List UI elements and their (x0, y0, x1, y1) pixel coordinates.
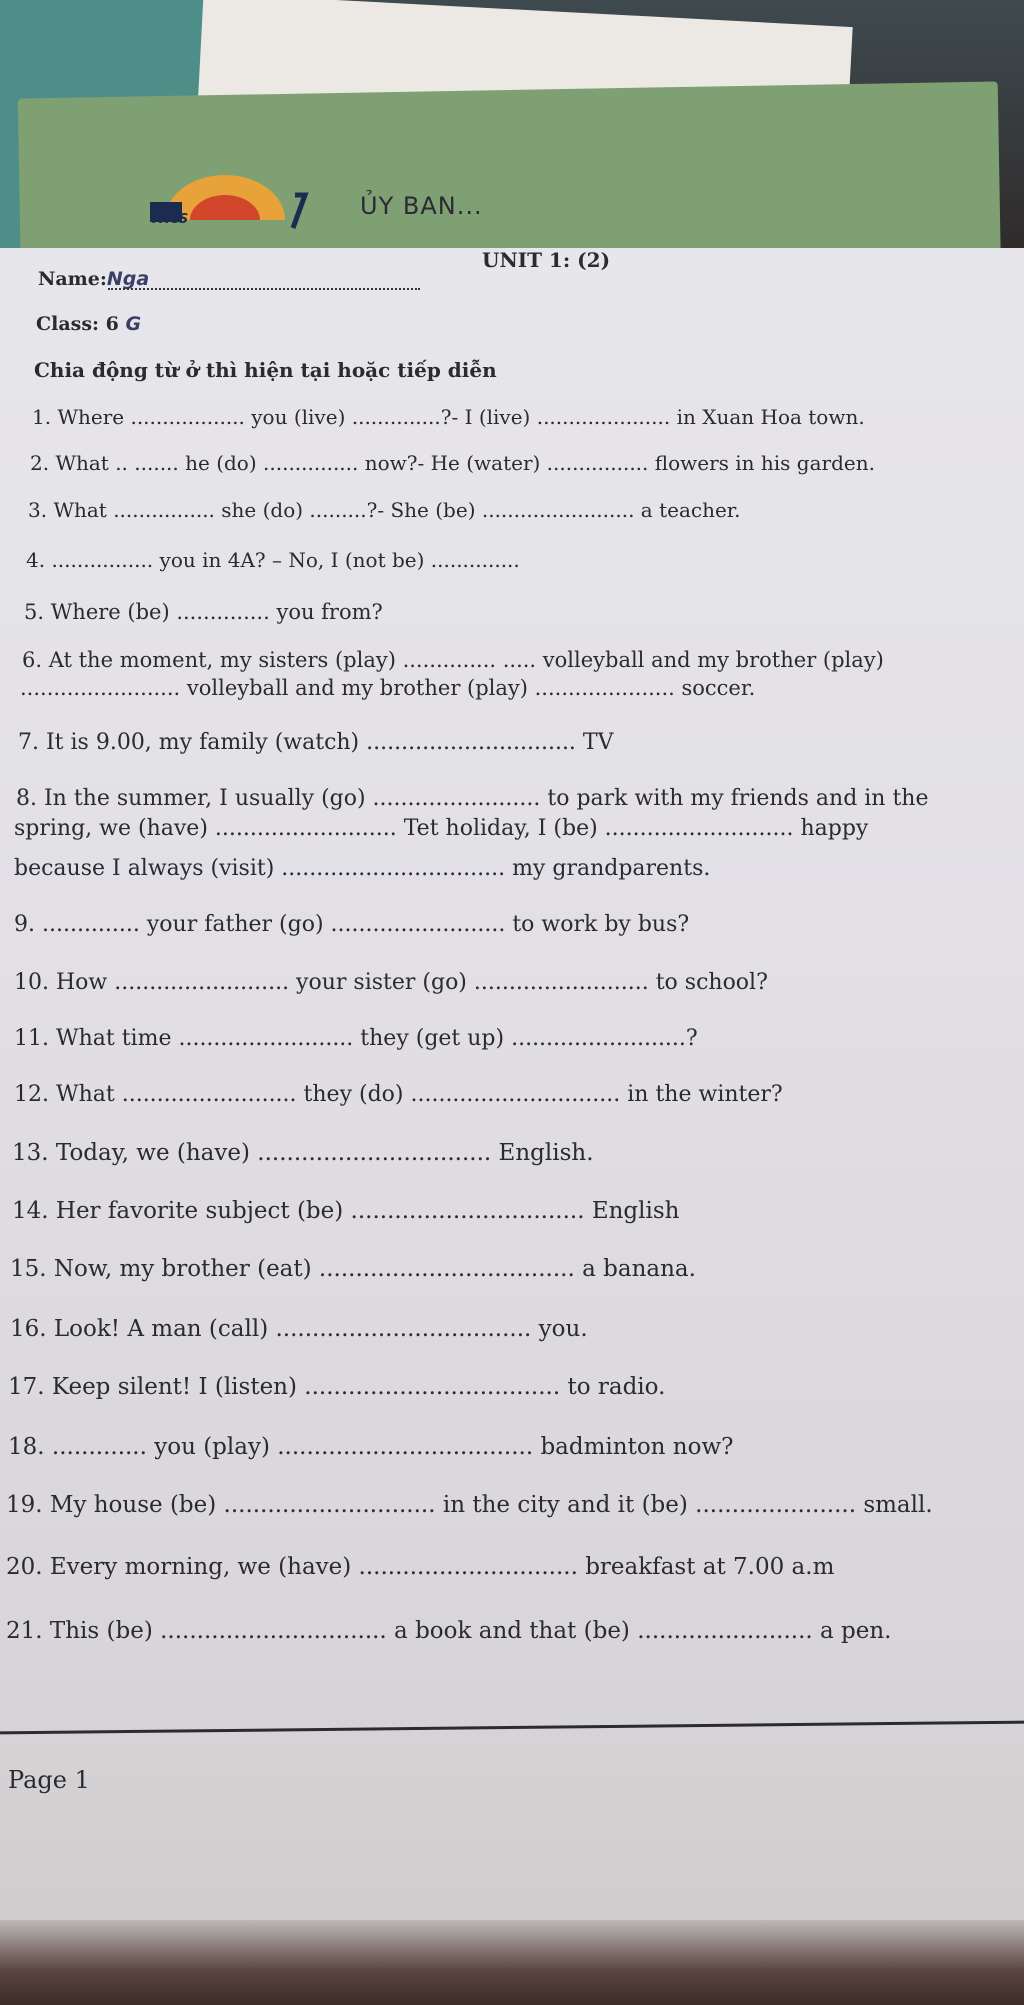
exercise-line-6-cont: ........................ volleyball and my brother (play) ..................... soccer. (20, 676, 756, 700)
instruction: Chia động từ ở thì hiện tại hoặc tiếp diễn (34, 358, 497, 382)
exercise-line-16: 16. Look! A man (call) ................................... you. (10, 1316, 588, 1342)
footer-divider (0, 1721, 1024, 1735)
exercise-line-8: 8. In the summer, I usually (go) ........................ to park with my friends and in the (16, 786, 929, 811)
exercise-line-19: 19. My house (be) ............................. in the city and it (be) ...................... small. (6, 1492, 933, 1518)
exercise-line-8-end: because I always (visit) ................................ my grandparents. (14, 856, 711, 881)
exercise-line-6: 6. At the moment, my sisters (play) .............. ..... volleyball and my brother (play) (22, 648, 884, 672)
exercise-line-14: 14. Her favorite subject (be) ................................ English (12, 1198, 680, 1224)
exercise-line-18: 18. ............. you (play) ................................... badminton now? (8, 1434, 734, 1460)
exercise-line-2: 2. What .. ....... he (do) ............... now?- He (water) ................ flowers in his garden. (30, 451, 875, 475)
exercise-line-8-cont: spring, we (have) .......................... Tet holiday, I (be) ........................... happy (14, 816, 869, 841)
unit-title: UNIT 1: (2) (482, 248, 611, 272)
name-handwritten: Nga (106, 268, 150, 290)
exercise-line-15: 15. Now, my brother (eat) ................................... a banana. (10, 1256, 696, 1282)
exercise-line-13: 13. Today, we (have) ................................ English. (12, 1140, 594, 1166)
exercise-line-3: 3. What ................ she (do) .........?- She (be) ........................ a teacher. (28, 498, 741, 522)
page-number: Page 1 (8, 1766, 90, 1794)
exercise-line-7: 7. It is 9.00, my family (watch) .............................. TV (18, 730, 614, 755)
exercise-line-12: 12. What ......................... they (do) .............................. in the winter? (14, 1082, 783, 1107)
exercise-line-17: 17. Keep silent! I (listen) ................................... to radio. (8, 1374, 666, 1400)
exercise-line-1: 1. Where .................. you (live) ..............?- I (live) ..................... in Xuan Hoa town. (32, 405, 865, 429)
exercise-line-20: 20. Every morning, we (have) .............................. breakfast at 7.00 a.m (6, 1554, 835, 1580)
worksheet-page (0, 248, 1024, 1968)
exercise-line-10: 10. How ......................... your sister (go) ......................... to school? (14, 970, 768, 995)
background-bottom (0, 1920, 1024, 2005)
header-title: ỦY BAN... (360, 192, 483, 220)
name-dotted-line (108, 288, 420, 290)
exercise-line-21: 21. This (be) ............................... a book and that (be) ........................ a pen. (6, 1618, 892, 1644)
exercise-line-4: 4. ................ you in 4A? – No, I (not be) .............. (26, 548, 520, 572)
exercise-line-11: 11. What time ......................... they (get up) .........................? (14, 1026, 698, 1051)
class-label: Class: 6 (36, 313, 119, 335)
class-handwritten: G (125, 313, 142, 335)
exercise-line-5: 5. Where (be) .............. you from? (24, 600, 383, 624)
exercise-line-9: 9. .............. your father (go) ......................... to work by bus? (14, 912, 690, 937)
name-label: Name: (38, 268, 107, 290)
class-field (36, 313, 141, 335)
logo-text: THCS (150, 212, 189, 227)
name-field (38, 268, 149, 290)
